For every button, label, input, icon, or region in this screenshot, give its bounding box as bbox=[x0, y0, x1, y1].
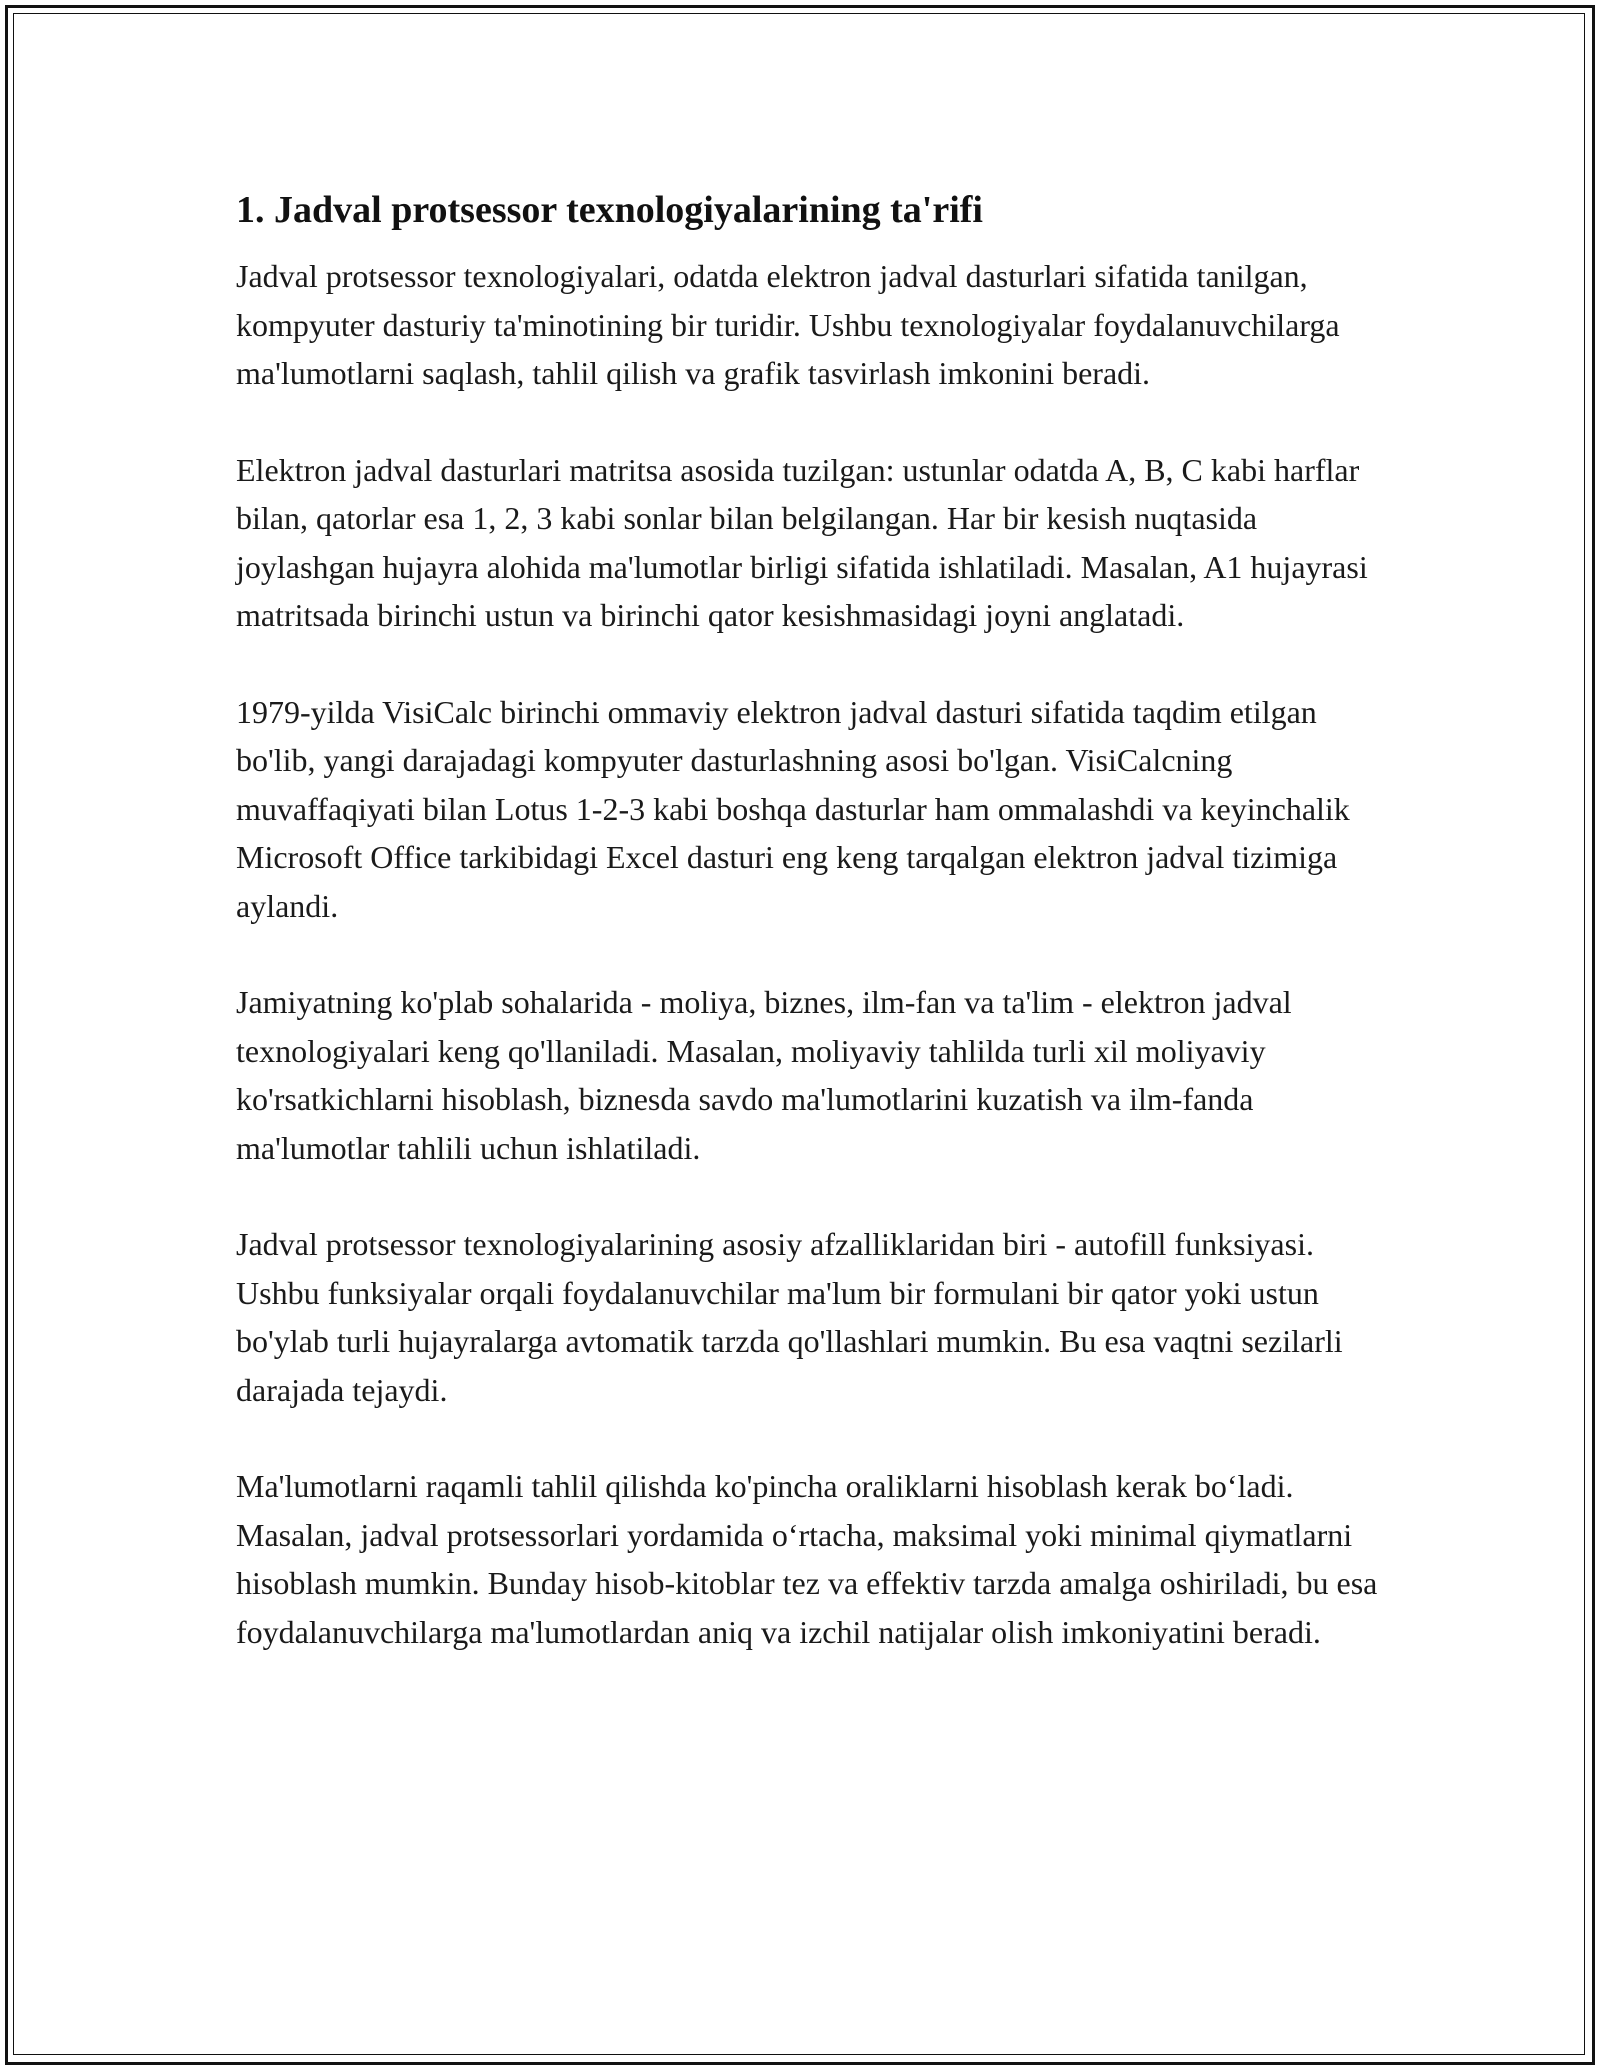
paragraph-history: 1979-yilda VisiCalc birinchi ommaviy elektron jadval dasturi sifatida taqdim etilgan bo'lib, yangi darajadagi kompyuter dasturlashning asosi bo'lgan. VisiCalcning muvaffaqiyati bilan Lotus 1-2-3 kabi boshqa dasturlar ham ommalashdi va keyinchalik Microsoft Office tarkibidagi Excel dasturi eng keng tarqalgan elektron jadval tizimiga aylandi. bbox=[236, 693, 1350, 924]
document-body bbox=[236, 186, 1386, 1704]
paragraph-matrix-structure: Elektron jadval dasturlari matritsa asosida tuzilgan: ustunlar odatda A, B, C kabi harflar bilan, qatorlar esa 1, 2, 3 kabi sonlar bilan belgilangan. Har bir kesish nuqtasida joylashgan hujayra alohida ma'lumotlar birligi sifatida ishlatiladi. Masalan, A1 hujayrasi matritsada birinchi ustun va birinchi qator kesishmasidagi joyni anglatadi. bbox=[236, 451, 1368, 633]
paragraph-definition: Jadval protsessor texnologiyalari, odatda elektron jadval dasturlari sifatida tanilgan, kompyuter dasturiy ta'minotining bir turidir. Ushbu texnologiyalar foydalanuvchilarga ma'lumotlarni saqlash, tahlil qilish va grafik tasvirlash imkonini beradi. bbox=[236, 258, 1340, 391]
paragraph-calculations: Ma'lumotlarni raqamli tahlil qilishda ko'pincha oraliklarni hisoblash kerak bo‘ladi. Masalan, jadval protsessorlari yordamida o‘rtacha, maksimal yoki minimal qiymatlarni hisoblash mumkin. Bunday hisob-kitoblar tez va effektiv tarzda amalga oshiriladi, bu esa foydalanuvchilarga ma'lumotlardan aniq va izchil natijalar olish imkoniyatini beradi. bbox=[236, 1468, 1378, 1650]
section-heading: 1. Jadval protsessor texnologiyalarining ta'rifi bbox=[236, 189, 983, 231]
paragraph-autofill: Jadval protsessor texnologiyalarining asosiy afzalliklaridan biri - autofill funksiyasi. Ushbu funksiyalar orqali foydalanuvchilar ma'lum bir formulani bir qator yoki ustun bo'ylab turli hujayralarga avtomatik tarzda qo'llashlari mumkin. Bu esa vaqtni sezilarli darajada tejaydi. bbox=[236, 1226, 1343, 1408]
paragraph-applications: Jamiyatning ko'plab sohalarida - moliya, biznes, ilm-fan va ta'lim - elektron jadval texnologiyalari keng qo'llaniladi. Masalan, moliyaviy tahlilda turli xil moliyaviy ko'rsatkichlarni hisoblash, biznesda savdo ma'lumotlarini kuzatish va ilm-fanda ma'lumotlar tahlili uchun ishlatiladi. bbox=[236, 984, 1292, 1166]
